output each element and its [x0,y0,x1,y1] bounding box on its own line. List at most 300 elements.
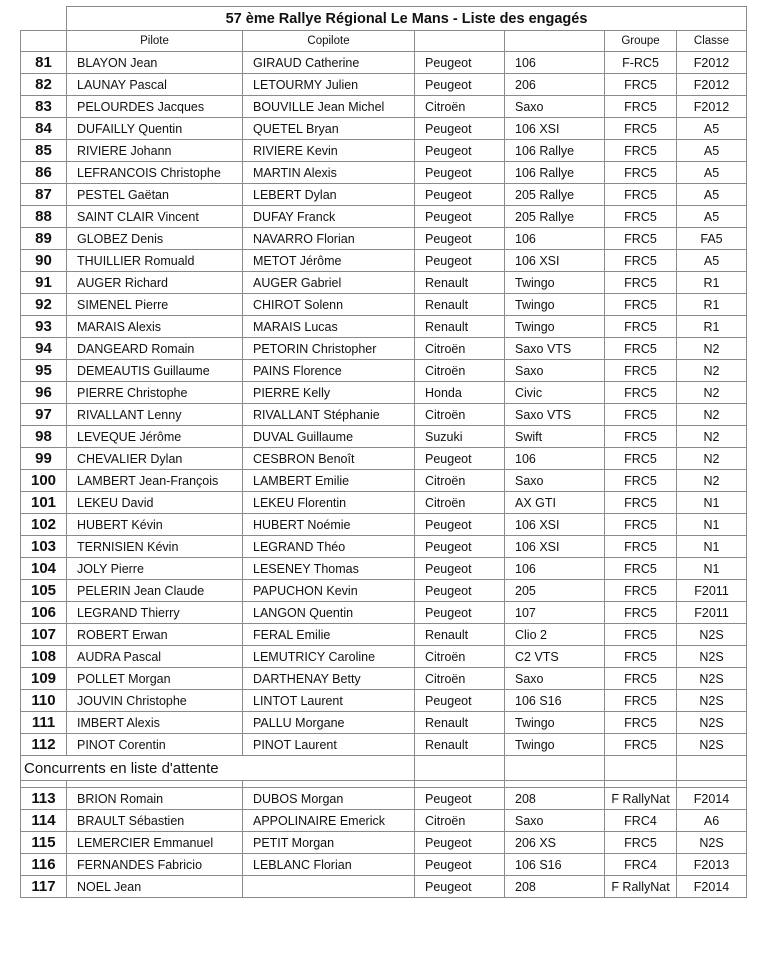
table-row [21,492,747,514]
cell-copilote: APPOLINAIRE Emerick [243,810,415,832]
cell-num: 99 [21,448,67,470]
cell-modele: 106 [505,52,605,74]
cell-classe: A5 [677,162,747,184]
cell-pilote: SAINT CLAIR Vincent [67,206,243,228]
cell-groupe: F RallyNat [605,876,677,898]
table-row [21,646,747,668]
cell-modele: Twingo [505,294,605,316]
header-num [21,31,67,52]
cell-copilote: PALLU Morgane [243,712,415,734]
cell-modele: 206 [505,74,605,96]
cell-classe: F2011 [677,602,747,624]
cell-marque: Renault [415,624,505,646]
cell-classe: R1 [677,316,747,338]
cell-modele: Twingo [505,734,605,756]
cell-copilote: PAPUCHON Kevin [243,580,415,602]
cell-marque: Peugeot [415,832,505,854]
table-row [21,140,747,162]
cell-num: 91 [21,272,67,294]
cell-num: 107 [21,624,67,646]
cell-groupe: FRC4 [605,810,677,832]
cell-modele: 205 [505,580,605,602]
cell-modele: 205 Rallye [505,184,605,206]
table-row [21,206,747,228]
cell-classe: N2 [677,338,747,360]
cell-groupe: FRC5 [605,536,677,558]
cell-num: 95 [21,360,67,382]
cell-copilote: LETOURMY Julien [243,74,415,96]
cell-pilote: FERNANDES Fabricio [67,854,243,876]
cell-modele: Twingo [505,272,605,294]
cell-modele: 106 [505,448,605,470]
table-row [21,316,747,338]
cell-copilote: LEBERT Dylan [243,184,415,206]
cell-modele: 106 [505,228,605,250]
cell-copilote: LEKEU Florentin [243,492,415,514]
cell-marque: Peugeot [415,690,505,712]
cell-classe: N2 [677,360,747,382]
cell-classe: N2 [677,404,747,426]
cell-classe: N1 [677,536,747,558]
cell-classe: N2 [677,470,747,492]
cell-classe: N2 [677,382,747,404]
cell-classe: N1 [677,558,747,580]
cell-marque: Peugeot [415,228,505,250]
cell-pilote: JOLY Pierre [67,558,243,580]
cell-groupe: FRC5 [605,712,677,734]
cell-modele: 106 S16 [505,854,605,876]
cell-num: 82 [21,74,67,96]
header-row [21,31,747,52]
cell-num: 108 [21,646,67,668]
cell-copilote: PAINS Florence [243,360,415,382]
table-row [21,74,747,96]
cell-num: 116 [21,854,67,876]
table-row [21,118,747,140]
cell-classe: N1 [677,492,747,514]
cell-copilote: FERAL Emilie [243,624,415,646]
cell-groupe: FRC5 [605,580,677,602]
cell-pilote: THUILLIER Romuald [67,250,243,272]
cell-marque: Peugeot [415,876,505,898]
cell-pilote: DUFAILLY Quentin [67,118,243,140]
cell-num: 84 [21,118,67,140]
cell-copilote: LAMBERT Emilie [243,470,415,492]
cell-pilote: PELOURDES Jacques [67,96,243,118]
cell-classe: F2012 [677,96,747,118]
cell-copilote: AUGER Gabriel [243,272,415,294]
section-empty-cell [505,756,605,781]
cell-pilote: LEMERCIER Emmanuel [67,832,243,854]
cell-modele: 106 XSI [505,536,605,558]
cell-classe: N2S [677,668,747,690]
cell-pilote: HUBERT Kévin [67,514,243,536]
cell-num: 96 [21,382,67,404]
cell-copilote: LEGRAND Théo [243,536,415,558]
cell-pilote: AUGER Richard [67,272,243,294]
cell-groupe: FRC5 [605,360,677,382]
cell-classe: N2S [677,646,747,668]
cell-copilote: RIVIERE Kevin [243,140,415,162]
cell-modele: Saxo [505,470,605,492]
cell-groupe: FRC4 [605,854,677,876]
cell-num: 111 [21,712,67,734]
cell-copilote: DARTHENAY Betty [243,668,415,690]
table-row [21,580,747,602]
cell-num: 109 [21,668,67,690]
cell-groupe: FRC5 [605,734,677,756]
cell-pilote: TERNISIEN Kévin [67,536,243,558]
cell-num: 106 [21,602,67,624]
section-empty-cell [605,756,677,781]
table-row [21,360,747,382]
cell-classe: N2S [677,832,747,854]
table-row [21,338,747,360]
cell-groupe: FRC5 [605,382,677,404]
cell-marque: Peugeot [415,514,505,536]
cell-copilote: BOUVILLE Jean Michel [243,96,415,118]
table-row [21,514,747,536]
cell-groupe: FRC5 [605,558,677,580]
header-pilote: Pilote [67,31,243,52]
cell-modele: Saxo [505,668,605,690]
cell-modele: Saxo VTS [505,338,605,360]
cell-groupe: FRC5 [605,250,677,272]
cell-classe: N2 [677,448,747,470]
cell-groupe: FRC5 [605,404,677,426]
cell-classe: F2014 [677,788,747,810]
header-marque [415,31,505,52]
cell-classe: A6 [677,810,747,832]
cell-pilote: SIMENEL Pierre [67,294,243,316]
cell-copilote: QUETEL Bryan [243,118,415,140]
table-row [21,448,747,470]
cell-marque: Citroën [415,492,505,514]
table-row [21,470,747,492]
cell-num: 117 [21,876,67,898]
cell-num: 102 [21,514,67,536]
cell-marque: Peugeot [415,602,505,624]
table-row [21,536,747,558]
table-row [21,382,747,404]
cell-modele: Saxo [505,360,605,382]
spacer-cell [505,781,605,788]
cell-pilote: PIERRE Christophe [67,382,243,404]
cell-modele: Civic [505,382,605,404]
spacer-cell [677,781,747,788]
cell-groupe: FRC5 [605,338,677,360]
cell-classe: N2S [677,712,747,734]
cell-num: 105 [21,580,67,602]
cell-num: 110 [21,690,67,712]
table-row [21,624,747,646]
table-row [21,96,747,118]
cell-marque: Peugeot [415,250,505,272]
cell-modele: Twingo [505,316,605,338]
cell-modele: Saxo VTS [505,404,605,426]
cell-modele: 106 XSI [505,118,605,140]
cell-groupe: FRC5 [605,228,677,250]
cell-modele: Saxo [505,96,605,118]
section-empty-cell [415,756,505,781]
cell-marque: Suzuki [415,426,505,448]
cell-groupe: FRC5 [605,470,677,492]
cell-pilote: LEFRANCOIS Christophe [67,162,243,184]
cell-pilote: BLAYON Jean [67,52,243,74]
entry-list-table [20,6,747,898]
cell-groupe: FRC5 [605,624,677,646]
table-row [21,712,747,734]
cell-modele: 106 XSI [505,250,605,272]
cell-copilote: LESENEY Thomas [243,558,415,580]
cell-num: 98 [21,426,67,448]
table-row [21,184,747,206]
cell-pilote: BRAULT Sébastien [67,810,243,832]
cell-num: 85 [21,140,67,162]
corner-cell [21,7,67,31]
cell-modele: 106 [505,558,605,580]
cell-num: 114 [21,810,67,832]
cell-copilote: NAVARRO Florian [243,228,415,250]
cell-marque: Citroën [415,96,505,118]
cell-modele: 106 S16 [505,690,605,712]
cell-classe: N2S [677,624,747,646]
cell-groupe: FRC5 [605,646,677,668]
header-modele [505,31,605,52]
cell-modele: 106 Rallye [505,162,605,184]
table-row [21,426,747,448]
cell-pilote: ROBERT Erwan [67,624,243,646]
table-row [21,228,747,250]
cell-modele: Clio 2 [505,624,605,646]
cell-marque: Citroën [415,470,505,492]
header-classe: Classe [677,31,747,52]
cell-marque: Renault [415,294,505,316]
cell-copilote: DUBOS Morgan [243,788,415,810]
cell-classe: F2014 [677,876,747,898]
cell-pilote: DANGEARD Romain [67,338,243,360]
cell-modele: 205 Rallye [505,206,605,228]
cell-marque: Peugeot [415,536,505,558]
cell-copilote [243,876,415,898]
cell-pilote: IMBERT Alexis [67,712,243,734]
cell-groupe: FRC5 [605,832,677,854]
cell-copilote: LEBLANC Florian [243,854,415,876]
cell-groupe: FRC5 [605,162,677,184]
table-row [21,162,747,184]
cell-modele: 206 XS [505,832,605,854]
cell-copilote: GIRAUD Catherine [243,52,415,74]
cell-pilote: PINOT Corentin [67,734,243,756]
cell-marque: Peugeot [415,448,505,470]
cell-num: 94 [21,338,67,360]
header-copilote: Copilote [243,31,415,52]
header-groupe: Groupe [605,31,677,52]
cell-classe: F2012 [677,52,747,74]
table-row [21,734,747,756]
cell-marque: Citroën [415,668,505,690]
cell-marque: Peugeot [415,206,505,228]
cell-groupe: FRC5 [605,514,677,536]
cell-classe: F2012 [677,74,747,96]
table-row [21,854,747,876]
cell-marque: Peugeot [415,74,505,96]
table-row [21,558,747,580]
cell-modele: 106 XSI [505,514,605,536]
cell-classe: A5 [677,140,747,162]
cell-copilote: PINOT Laurent [243,734,415,756]
cell-copilote: LEMUTRICY Caroline [243,646,415,668]
cell-marque: Renault [415,734,505,756]
cell-copilote: METOT Jérôme [243,250,415,272]
cell-num: 81 [21,52,67,74]
cell-groupe: F-RC5 [605,52,677,74]
cell-groupe: FRC5 [605,74,677,96]
cell-num: 100 [21,470,67,492]
cell-classe: N2 [677,426,747,448]
cell-modele: Swift [505,426,605,448]
cell-modele: Twingo [505,712,605,734]
spacer-cell [21,781,67,788]
cell-num: 92 [21,294,67,316]
cell-num: 83 [21,96,67,118]
cell-pilote: NOEL Jean [67,876,243,898]
cell-modele: 106 Rallye [505,140,605,162]
cell-classe: N2S [677,734,747,756]
cell-modele: 107 [505,602,605,624]
cell-marque: Honda [415,382,505,404]
cell-copilote: PIERRE Kelly [243,382,415,404]
cell-num: 89 [21,228,67,250]
cell-marque: Citroën [415,338,505,360]
table-row [21,876,747,898]
cell-num: 115 [21,832,67,854]
cell-classe: N1 [677,514,747,536]
cell-pilote: MARAIS Alexis [67,316,243,338]
cell-classe: A5 [677,184,747,206]
cell-marque: Peugeot [415,580,505,602]
cell-pilote: GLOBEZ Denis [67,228,243,250]
cell-copilote: DUFAY Franck [243,206,415,228]
cell-marque: Renault [415,316,505,338]
cell-modele: Saxo [505,810,605,832]
table-row [21,272,747,294]
table-row [21,250,747,272]
cell-pilote: PELERIN Jean Claude [67,580,243,602]
cell-marque: Peugeot [415,558,505,580]
table-row [21,788,747,810]
cell-copilote: CHIROT Solenn [243,294,415,316]
cell-groupe: FRC5 [605,492,677,514]
cell-marque: Citroën [415,360,505,382]
spacer-row [21,781,747,788]
cell-groupe: FRC5 [605,96,677,118]
cell-copilote: LANGON Quentin [243,602,415,624]
cell-classe: N2S [677,690,747,712]
cell-marque: Peugeot [415,854,505,876]
cell-marque: Renault [415,712,505,734]
cell-classe: R1 [677,294,747,316]
cell-marque: Peugeot [415,162,505,184]
cell-classe: A5 [677,118,747,140]
cell-classe: R1 [677,272,747,294]
cell-modele: AX GTI [505,492,605,514]
cell-num: 93 [21,316,67,338]
spacer-cell [67,781,243,788]
cell-pilote: DEMEAUTIS Guillaume [67,360,243,382]
cell-num: 113 [21,788,67,810]
page-title: 57 ème Rallye Régional Le Mans - Liste des engagés [67,7,747,31]
cell-copilote: PETIT Morgan [243,832,415,854]
cell-pilote: LEGRAND Thierry [67,602,243,624]
cell-num: 88 [21,206,67,228]
cell-modele: 208 [505,788,605,810]
cell-num: 104 [21,558,67,580]
cell-num: 90 [21,250,67,272]
cell-num: 97 [21,404,67,426]
cell-groupe: FRC5 [605,316,677,338]
table-row [21,832,747,854]
cell-groupe: FRC5 [605,184,677,206]
cell-groupe: FRC5 [605,118,677,140]
cell-num: 112 [21,734,67,756]
cell-groupe: FRC5 [605,140,677,162]
cell-marque: Citroën [415,404,505,426]
cell-groupe: F RallyNat [605,788,677,810]
cell-pilote: BRION Romain [67,788,243,810]
cell-copilote: CESBRON Benoît [243,448,415,470]
cell-marque: Peugeot [415,788,505,810]
cell-copilote: DUVAL Guillaume [243,426,415,448]
table-row [21,602,747,624]
cell-copilote: LINTOT Laurent [243,690,415,712]
cell-num: 103 [21,536,67,558]
cell-classe: A5 [677,250,747,272]
cell-classe: FA5 [677,228,747,250]
title-row [21,7,747,31]
cell-pilote: LAMBERT Jean-François [67,470,243,492]
cell-copilote: RIVALLANT Stéphanie [243,404,415,426]
cell-classe: F2011 [677,580,747,602]
cell-marque: Peugeot [415,52,505,74]
cell-copilote: MARAIS Lucas [243,316,415,338]
cell-groupe: FRC5 [605,602,677,624]
cell-pilote: RIVIERE Johann [67,140,243,162]
cell-pilote: RIVALLANT Lenny [67,404,243,426]
cell-marque: Peugeot [415,118,505,140]
waiting-list-label: Concurrents en liste d'attente [21,756,415,781]
cell-classe: A5 [677,206,747,228]
cell-pilote: JOUVIN Christophe [67,690,243,712]
cell-pilote: PESTEL Gaëtan [67,184,243,206]
cell-groupe: FRC5 [605,448,677,470]
cell-num: 86 [21,162,67,184]
cell-pilote: CHEVALIER Dylan [67,448,243,470]
cell-marque: Renault [415,272,505,294]
cell-marque: Peugeot [415,140,505,162]
table-row [21,404,747,426]
cell-num: 101 [21,492,67,514]
cell-groupe: FRC5 [605,690,677,712]
cell-pilote: POLLET Morgan [67,668,243,690]
table-row [21,810,747,832]
cell-pilote: LAUNAY Pascal [67,74,243,96]
table-row [21,52,747,74]
cell-num: 87 [21,184,67,206]
cell-marque: Citroën [415,646,505,668]
table-row [21,294,747,316]
table-row [21,690,747,712]
